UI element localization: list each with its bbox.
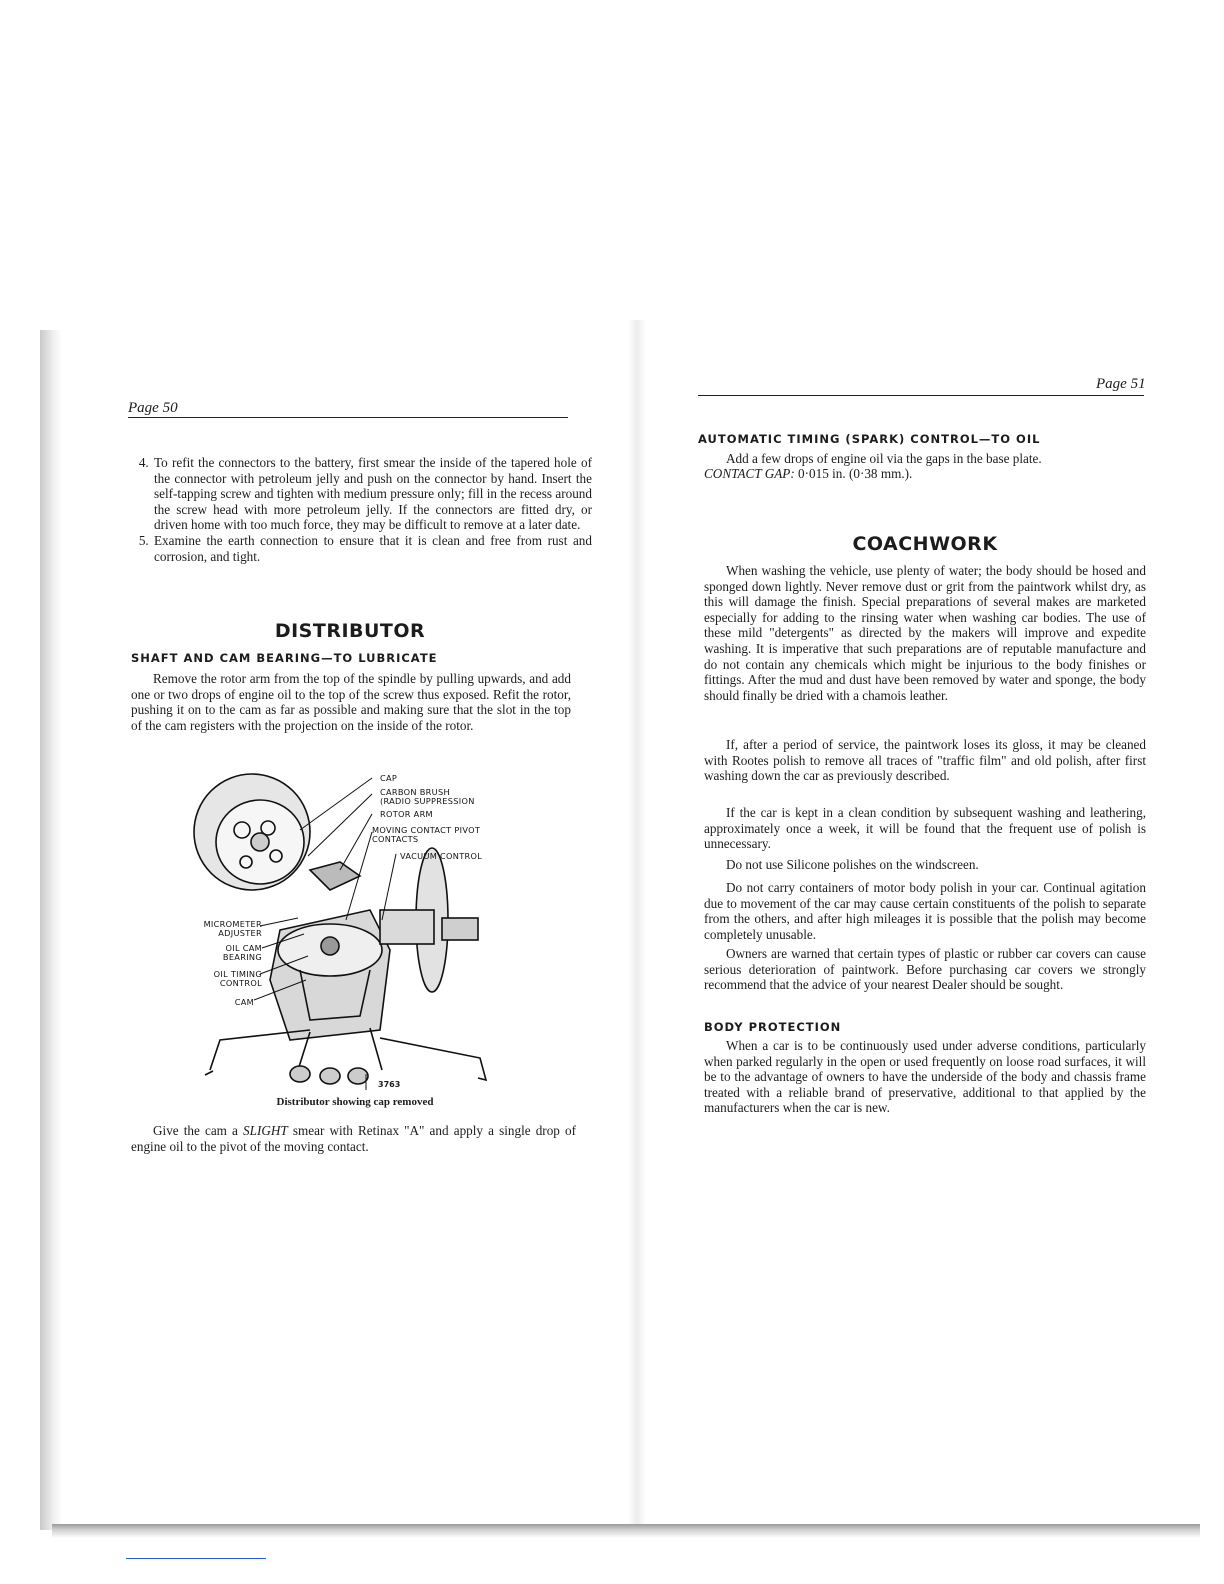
label-moving-contact: MOVING CONTACT PIVOT CONTACTS — [372, 825, 481, 844]
body-protection-text: When a car is to be continuously used under adverse conditions, particularly when parked regularly in the open or used frequently on loose road surfaces, it will be to the advantage of owners to have the underside of the body and chassis frame treated with a reliable brand of preservative, additional to that applied by the manufacturers when the car is new. — [704, 1038, 1146, 1116]
figure-caption: Distributor showing cap removed — [276, 1096, 434, 1108]
coachwork-paragraph: If the car is kept in a clean condition by subsequent washing and leathering, approximately once a week, it will be found that the frequent use of polish is unnecessary. — [704, 805, 1146, 852]
label-vacuum-control: VACUUM CONTROL — [400, 851, 483, 861]
list-item: 4. To refit the connectors to the battery, first smear the inside of the tapered hole of the connector with petroleum jelly and push on the connector by hand. Insert the self-tapping screw and tighten with medium pressure only; fill in the recess around the screw head with more petroleum jelly. If the connectors are fitted dry, or driven home with too much force, they may be difficult to remove at a later date. — [152, 455, 592, 533]
label-cam: CAM — [234, 997, 254, 1007]
figure-number: 3763 — [378, 1080, 401, 1089]
shaft-text: Remove the rotor arm from the top of the spindle by pulling upwards, and add one or two drops of engine oil to the top of the screw thus exposed. Refit the rotor, pushing it on to the cam as far as possible and making sure that the slot in the top of the cam registers with the projection on the inside of the rotor. — [131, 671, 571, 733]
page-number: Page 50 — [128, 400, 178, 416]
timing-text: Add a few drops of engine oil via the gaps in the base plate. — [726, 451, 1042, 466]
coachwork-paragraph: Owners are warned that certain types of plastic or rubber car covers can cause serious deterioration of paintwork. Before purchasing car covers we strongly recommend that the advice of your nearest Dealer should be sought. — [704, 946, 1146, 993]
body-protection-heading: BODY PROTECTION — [704, 1020, 842, 1034]
label-cap: CAP — [380, 773, 398, 783]
coachwork-heading: COACHWORK — [852, 533, 998, 555]
page-51 — [640, 0, 1224, 1584]
label-oil-timing: OIL TIMING CONTROL — [213, 969, 262, 988]
coachwork-paragraph: Do not carry containers of motor body polish in your car. Continual agitation due to movement of the car may cause certain constituents of the polish to separate from the others, and after high mileages it is possible that the polish may become completely unusable. — [704, 880, 1146, 942]
page-number: Page 51 — [1096, 376, 1146, 392]
header-rule — [128, 417, 568, 418]
coachwork-paragraph: When washing the vehicle, use plenty of water; the body should be hosed and sponged down lightly. Never remove dust or grit from the paintwork whilst dry, as this will damage the finish. Special preparations of several makes are marketed especially for adding to the rinsing water when washing car bodies. The use of these mild "detergents" as directed by the makers will improve and expedite washing. It is imperative that such preparations are of reputable manufacture and do not contain any chemicals which might be injurious to the body finishes or fittings. After the mud and dust have been removed by water and sponge, the body should finally be dried with a chamois leather. — [704, 563, 1146, 703]
distributor-heading: DISTRIBUTOR — [274, 620, 426, 642]
list-item: 5. Examine the earth connection to ensure that it is clean and free from rust and corrosion, and tight. — [152, 533, 592, 564]
contact-gap: CONTACT GAP: 0·015 in. (0·38 mm.). — [704, 466, 913, 481]
timing-heading: AUTOMATIC TIMING (SPARK) CONTROL—TO OIL — [698, 432, 1041, 446]
label-rotor-arm: ROTOR ARM — [380, 809, 433, 819]
battery-steps — [130, 455, 592, 564]
header-rule — [698, 395, 1144, 396]
shaft-heading: SHAFT AND CAM BEARING—TO LUBRICATE — [131, 651, 438, 665]
coachwork-paragraph: If, after a period of service, the paintwork loses its gloss, it may be cleaned with Rootes polish to remove all traces of "traffic film" and old polish, after first washing down the car as previously described. — [704, 737, 1146, 784]
cam-text: Give the cam a SLIGHT smear with Retinax "A" and apply a single drop of engine oil to the pivot of the moving contact. — [131, 1123, 576, 1154]
label-carbon-brush: CARBON BRUSH (RADIO SUPPRESSION — [380, 787, 475, 806]
coachwork-paragraph: Do not use Silicone polishes on the windscreen. — [726, 857, 979, 872]
label-micrometer: MICROMETER ADJUSTER — [203, 919, 262, 938]
label-oil-cam: OIL CAM BEARING — [222, 943, 262, 962]
